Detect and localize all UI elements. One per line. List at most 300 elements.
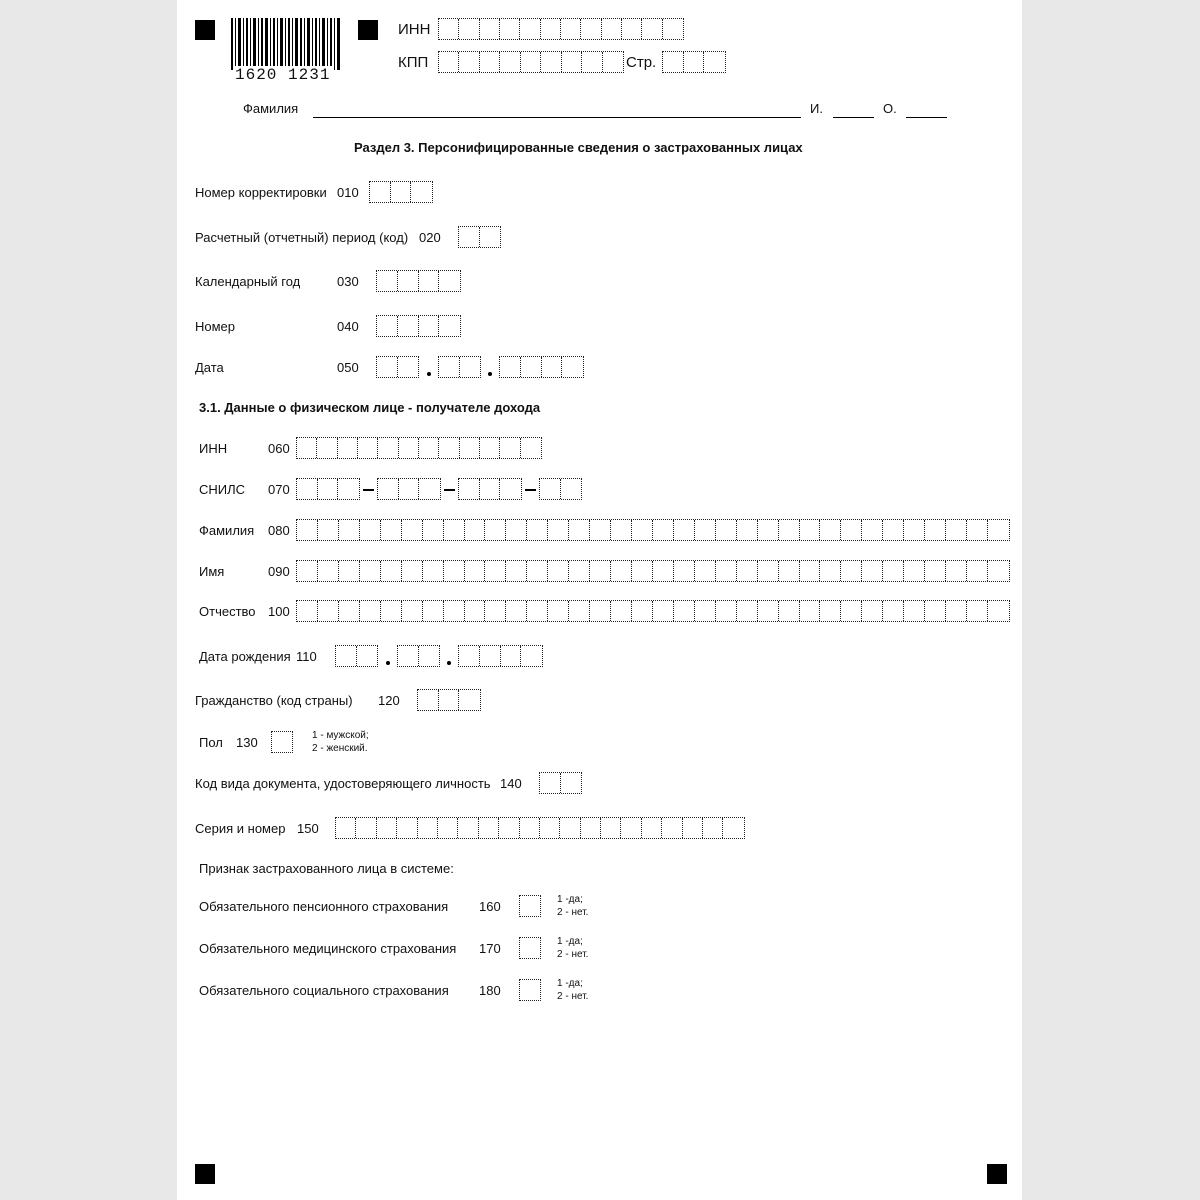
period-code-cells[interactable] <box>458 226 501 248</box>
snils-label: СНИЛС <box>199 482 246 497</box>
input-cell[interactable] <box>439 438 459 458</box>
input-cell[interactable] <box>716 561 737 581</box>
input-cell[interactable] <box>338 479 359 499</box>
input-cell[interactable] <box>439 316 460 336</box>
input-cell[interactable] <box>480 646 501 666</box>
correction-number-label: Номер корректировки <box>195 185 327 200</box>
document-type-label: Код вида документа, удостоверяющего личность <box>195 776 491 791</box>
input-cell[interactable] <box>737 601 758 621</box>
code-160: 160 <box>479 899 501 914</box>
input-cell[interactable] <box>967 601 988 621</box>
input-cell[interactable] <box>297 601 318 621</box>
input-cell[interactable] <box>904 601 925 621</box>
input-cell[interactable] <box>460 438 480 458</box>
input-cell[interactable] <box>506 601 527 621</box>
input-cell[interactable] <box>925 520 946 540</box>
input-cell[interactable] <box>562 357 583 377</box>
input-cell[interactable] <box>520 896 540 916</box>
input-cell[interactable] <box>520 818 540 838</box>
input-cell[interactable] <box>800 520 821 540</box>
last-name-cells[interactable] <box>296 519 1010 541</box>
period-code-label: Расчетный (отчетный) период (код) <box>195 230 409 245</box>
citizenship-label: Гражданство (код страны) <box>195 693 353 708</box>
input-cell[interactable] <box>480 227 501 247</box>
input-cell[interactable] <box>602 19 622 39</box>
snils-cells-4[interactable] <box>539 478 582 500</box>
input-cell[interactable] <box>336 818 356 838</box>
code-060: 060 <box>268 441 290 456</box>
date-year-cells[interactable] <box>499 356 584 378</box>
input-cell[interactable] <box>479 818 499 838</box>
corner-marker <box>987 1164 1007 1184</box>
input-cell[interactable] <box>542 357 563 377</box>
input-cell[interactable] <box>272 732 292 752</box>
input-cell[interactable] <box>540 773 561 793</box>
input-cell[interactable] <box>439 271 460 291</box>
input-cell[interactable] <box>820 520 841 540</box>
input-cell[interactable] <box>590 520 611 540</box>
input-cell[interactable] <box>611 520 632 540</box>
input-cell[interactable] <box>381 561 402 581</box>
input-cell[interactable] <box>674 561 695 581</box>
input-cell[interactable] <box>883 561 904 581</box>
input-cell[interactable] <box>318 520 339 540</box>
input-cell[interactable] <box>653 601 674 621</box>
surname-line[interactable] <box>313 117 801 118</box>
initial-o-line[interactable] <box>906 117 947 118</box>
input-cell[interactable] <box>391 182 412 202</box>
input-cell[interactable] <box>423 601 444 621</box>
code-010: 010 <box>337 185 359 200</box>
input-cell[interactable] <box>378 438 398 458</box>
input-cell[interactable] <box>621 818 641 838</box>
input-cell[interactable] <box>779 561 800 581</box>
social-insurance-label: Обязательного социального страхования <box>199 983 449 998</box>
pension-note-no: 2 - нет. <box>557 907 589 918</box>
last-name-label: Фамилия <box>199 523 255 538</box>
gender-note-male: 1 - мужской; <box>312 730 369 741</box>
input-cell[interactable] <box>560 818 580 838</box>
input-cell[interactable] <box>632 561 653 581</box>
input-cell[interactable] <box>377 818 397 838</box>
input-cell[interactable] <box>459 19 479 39</box>
series-number-cells[interactable] <box>335 817 745 839</box>
gender-cell[interactable] <box>271 731 293 753</box>
input-cell[interactable] <box>500 19 520 39</box>
input-cell[interactable] <box>480 438 500 458</box>
input-cell[interactable] <box>378 479 399 499</box>
medical-insurance-label: Обязательного медицинского страхования <box>199 941 457 956</box>
input-cell[interactable] <box>423 520 444 540</box>
input-cell[interactable] <box>663 19 683 39</box>
input-cell[interactable] <box>653 561 674 581</box>
input-cell[interactable] <box>399 479 420 499</box>
pension-insurance-label: Обязательного пенсионного страхования <box>199 899 449 914</box>
input-cell[interactable] <box>318 601 339 621</box>
input-cell[interactable] <box>820 561 841 581</box>
input-cell[interactable] <box>841 520 862 540</box>
first-name-label: Имя <box>199 564 225 579</box>
input-cell[interactable] <box>444 601 465 621</box>
input-cell[interactable] <box>480 19 500 39</box>
page-number-cells[interactable] <box>662 51 726 73</box>
input-cell[interactable] <box>459 479 480 499</box>
input-cell[interactable] <box>520 938 540 958</box>
input-cell[interactable] <box>318 479 339 499</box>
input-cell[interactable] <box>485 601 506 621</box>
input-cell[interactable] <box>695 561 716 581</box>
patronymic-cells[interactable] <box>296 600 1010 622</box>
calendar-year-label: Календарный год <box>195 274 301 289</box>
input-cell[interactable] <box>632 520 653 540</box>
form-page <box>177 0 1022 1200</box>
input-cell[interactable] <box>358 438 378 458</box>
date-month-cells[interactable] <box>438 356 481 378</box>
code-030: 030 <box>337 274 359 289</box>
input-cell[interactable] <box>716 520 737 540</box>
input-cell[interactable] <box>419 271 440 291</box>
input-cell[interactable] <box>925 561 946 581</box>
correction-number-cells[interactable] <box>369 181 433 203</box>
birth-year-cells[interactable] <box>458 645 543 667</box>
input-cell[interactable] <box>485 520 506 540</box>
corner-marker <box>195 20 215 40</box>
surname-label: Фамилия <box>243 101 299 116</box>
input-cell[interactable] <box>357 646 378 666</box>
input-cell[interactable] <box>527 561 548 581</box>
input-cell[interactable] <box>841 601 862 621</box>
input-cell[interactable] <box>674 601 695 621</box>
input-cell[interactable] <box>946 601 967 621</box>
snils-dash <box>525 489 536 491</box>
input-cell[interactable] <box>444 561 465 581</box>
input-cell[interactable] <box>684 52 705 72</box>
input-cell[interactable] <box>465 561 486 581</box>
input-cell[interactable] <box>541 19 561 39</box>
input-cell[interactable] <box>581 19 601 39</box>
date-separator <box>386 661 390 665</box>
document-type-cells[interactable] <box>539 772 582 794</box>
input-cell[interactable] <box>653 520 674 540</box>
input-cell[interactable] <box>521 438 541 458</box>
input-cell[interactable] <box>438 818 458 838</box>
input-cell[interactable] <box>527 601 548 621</box>
input-cell[interactable] <box>360 601 381 621</box>
input-cell[interactable] <box>520 19 540 39</box>
input-cell[interactable] <box>548 520 569 540</box>
person-inn-cells[interactable] <box>296 437 542 459</box>
snils-cells-2[interactable] <box>377 478 441 500</box>
snils-cells-1[interactable] <box>296 478 360 500</box>
input-cell[interactable] <box>561 479 582 499</box>
input-cell[interactable] <box>582 52 602 72</box>
pension-insurance-cell[interactable] <box>519 895 541 917</box>
initial-i-label: И. <box>810 101 823 116</box>
input-cell[interactable] <box>642 19 662 39</box>
input-cell[interactable] <box>500 357 521 377</box>
input-cell[interactable] <box>988 601 1009 621</box>
input-cell[interactable] <box>520 980 540 1000</box>
input-cell[interactable] <box>459 646 480 666</box>
social-note-yes: 1 -да; <box>557 978 583 989</box>
date-separator <box>488 372 492 376</box>
number-label: Номер <box>195 319 236 334</box>
input-cell[interactable] <box>439 52 459 72</box>
input-cell[interactable] <box>925 601 946 621</box>
input-cell[interactable] <box>703 818 723 838</box>
medical-note-yes: 1 -да; <box>557 936 583 947</box>
input-cell[interactable] <box>704 52 725 72</box>
input-cell[interactable] <box>381 601 402 621</box>
date-label: Дата <box>195 360 224 375</box>
input-cell[interactable] <box>419 438 439 458</box>
input-cell[interactable] <box>356 818 376 838</box>
input-cell[interactable] <box>521 646 542 666</box>
input-cell[interactable] <box>540 818 560 838</box>
calendar-year-cells[interactable] <box>376 270 461 292</box>
input-cell[interactable] <box>499 818 519 838</box>
input-cell[interactable] <box>419 646 440 666</box>
input-cell[interactable] <box>297 561 318 581</box>
code-020: 020 <box>419 230 441 245</box>
first-name-cells[interactable] <box>296 560 1010 582</box>
gender-note-female: 2 - женский. <box>312 743 368 754</box>
pension-note-yes: 1 -да; <box>557 894 583 905</box>
input-cell[interactable] <box>485 561 506 581</box>
input-cell[interactable] <box>297 438 317 458</box>
barcode-number: 1620 1231 <box>235 66 331 84</box>
corner-marker <box>358 20 378 40</box>
input-cell[interactable] <box>541 52 561 72</box>
input-cell[interactable] <box>800 561 821 581</box>
input-cell[interactable] <box>603 52 623 72</box>
input-cell[interactable] <box>339 601 360 621</box>
input-cell[interactable] <box>632 601 653 621</box>
input-cell[interactable] <box>561 19 581 39</box>
input-cell[interactable] <box>611 561 632 581</box>
input-cell[interactable] <box>297 479 318 499</box>
input-cell[interactable] <box>439 19 459 39</box>
input-cell[interactable] <box>862 561 883 581</box>
input-cell[interactable] <box>548 561 569 581</box>
input-cell[interactable] <box>480 479 501 499</box>
input-cell[interactable] <box>402 520 423 540</box>
input-cell[interactable] <box>622 19 642 39</box>
input-cell[interactable] <box>548 601 569 621</box>
input-cell[interactable] <box>779 520 800 540</box>
code-100: 100 <box>268 604 290 619</box>
input-cell[interactable] <box>946 520 967 540</box>
header-inn-cells[interactable] <box>438 18 684 40</box>
medical-insurance-cell[interactable] <box>519 937 541 959</box>
header-kpp-cells[interactable] <box>438 51 624 73</box>
input-cell[interactable] <box>988 561 1009 581</box>
birth-day-cells[interactable] <box>335 645 378 667</box>
input-cell[interactable] <box>501 646 522 666</box>
inn-label: ИНН <box>398 21 431 38</box>
input-cell[interactable] <box>423 561 444 581</box>
input-cell[interactable] <box>737 561 758 581</box>
input-cell[interactable] <box>459 52 479 72</box>
input-cell[interactable] <box>723 818 743 838</box>
code-090: 090 <box>268 564 290 579</box>
input-cell[interactable] <box>444 520 465 540</box>
code-130: 130 <box>236 735 258 750</box>
input-cell[interactable] <box>904 561 925 581</box>
input-cell[interactable] <box>904 520 925 540</box>
input-cell[interactable] <box>758 601 779 621</box>
input-cell[interactable] <box>883 520 904 540</box>
input-cell[interactable] <box>360 561 381 581</box>
code-110: 110 <box>296 649 317 664</box>
input-cell[interactable] <box>562 52 582 72</box>
input-cell[interactable] <box>377 271 398 291</box>
input-cell[interactable] <box>398 357 419 377</box>
number-cells[interactable] <box>376 315 461 337</box>
input-cell[interactable] <box>465 520 486 540</box>
input-cell[interactable] <box>590 601 611 621</box>
input-cell[interactable] <box>662 818 682 838</box>
input-cell[interactable] <box>683 818 703 838</box>
social-insurance-cell[interactable] <box>519 979 541 1001</box>
input-cell[interactable] <box>663 52 684 72</box>
input-cell[interactable] <box>500 52 520 72</box>
initial-o-label: О. <box>883 101 897 116</box>
input-cell[interactable] <box>967 520 988 540</box>
input-cell[interactable] <box>377 357 398 377</box>
input-cell[interactable] <box>458 818 478 838</box>
input-cell[interactable] <box>527 520 548 540</box>
input-cell[interactable] <box>381 520 402 540</box>
code-120: 120 <box>378 693 400 708</box>
input-cell[interactable] <box>506 520 527 540</box>
input-cell[interactable] <box>339 561 360 581</box>
input-cell[interactable] <box>569 520 590 540</box>
input-cell[interactable] <box>297 520 318 540</box>
input-cell[interactable] <box>716 601 737 621</box>
input-cell[interactable] <box>581 818 601 838</box>
input-cell[interactable] <box>601 818 621 838</box>
input-cell[interactable] <box>758 520 779 540</box>
input-cell[interactable] <box>695 520 716 540</box>
input-cell[interactable] <box>480 52 500 72</box>
input-cell[interactable] <box>419 316 440 336</box>
input-cell[interactable] <box>988 520 1009 540</box>
page-number-label: Стр. <box>626 54 657 71</box>
section-title: Раздел 3. Персонифицированные сведения о застрахованных лицах <box>354 140 803 155</box>
birth-date-label: Дата рождения <box>199 649 291 664</box>
input-cell[interactable] <box>521 357 542 377</box>
input-cell[interactable] <box>402 561 423 581</box>
initial-i-line[interactable] <box>833 117 874 118</box>
medical-note-no: 2 - нет. <box>557 949 589 960</box>
input-cell[interactable] <box>459 690 480 710</box>
input-cell[interactable] <box>370 182 391 202</box>
input-cell[interactable] <box>611 601 632 621</box>
input-cell[interactable] <box>540 479 561 499</box>
patronymic-label: Отчество <box>199 604 256 619</box>
subsection-title: 3.1. Данные о физическом лице - получателе дохода <box>199 400 541 415</box>
input-cell[interactable] <box>419 479 440 499</box>
birth-month-cells[interactable] <box>397 645 440 667</box>
series-number-label: Серия и номер <box>195 821 286 836</box>
input-cell[interactable] <box>800 601 821 621</box>
input-cell[interactable] <box>402 601 423 621</box>
input-cell[interactable] <box>506 561 527 581</box>
code-070: 070 <box>268 482 290 497</box>
date-separator <box>447 661 451 665</box>
input-cell[interactable] <box>737 520 758 540</box>
input-cell[interactable] <box>411 182 432 202</box>
code-150: 150 <box>297 821 319 836</box>
input-cell[interactable] <box>398 316 419 336</box>
input-cell[interactable] <box>397 818 417 838</box>
input-cell[interactable] <box>377 316 398 336</box>
input-cell[interactable] <box>439 357 460 377</box>
input-cell[interactable] <box>317 438 337 458</box>
input-cell[interactable] <box>590 561 611 581</box>
code-140: 140 <box>500 776 522 791</box>
input-cell[interactable] <box>883 601 904 621</box>
input-cell[interactable] <box>695 601 716 621</box>
date-day-cells[interactable] <box>376 356 419 378</box>
date-separator <box>427 372 431 376</box>
snils-cells-3[interactable] <box>458 478 522 500</box>
input-cell[interactable] <box>460 357 481 377</box>
input-cell[interactable] <box>500 479 521 499</box>
code-040: 040 <box>337 319 359 334</box>
code-080: 080 <box>268 523 290 538</box>
snils-dash <box>444 489 455 491</box>
input-cell[interactable] <box>521 52 541 72</box>
input-cell[interactable] <box>418 690 439 710</box>
citizenship-cells[interactable] <box>417 689 481 711</box>
input-cell[interactable] <box>360 520 381 540</box>
input-cell[interactable] <box>338 438 358 458</box>
input-cell[interactable] <box>569 601 590 621</box>
input-cell[interactable] <box>399 438 419 458</box>
input-cell[interactable] <box>561 773 582 793</box>
input-cell[interactable] <box>318 561 339 581</box>
input-cell[interactable] <box>465 601 486 621</box>
input-cell[interactable] <box>862 520 883 540</box>
input-cell[interactable] <box>674 520 695 540</box>
input-cell[interactable] <box>336 646 357 666</box>
input-cell[interactable] <box>439 690 460 710</box>
social-note-no: 2 - нет. <box>557 991 589 1002</box>
input-cell[interactable] <box>459 227 480 247</box>
input-cell[interactable] <box>642 818 662 838</box>
input-cell[interactable] <box>339 520 360 540</box>
input-cell[interactable] <box>398 646 419 666</box>
input-cell[interactable] <box>967 561 988 581</box>
input-cell[interactable] <box>398 271 419 291</box>
barcode <box>231 18 343 84</box>
snils-dash <box>363 489 374 491</box>
input-cell[interactable] <box>500 438 520 458</box>
input-cell[interactable] <box>820 601 841 621</box>
input-cell[interactable] <box>418 818 438 838</box>
input-cell[interactable] <box>569 561 590 581</box>
code-050: 050 <box>337 360 359 375</box>
kpp-label: КПП <box>398 54 429 71</box>
input-cell[interactable] <box>841 561 862 581</box>
barcode-icon <box>231 18 343 70</box>
input-cell[interactable] <box>862 601 883 621</box>
input-cell[interactable] <box>946 561 967 581</box>
input-cell[interactable] <box>758 561 779 581</box>
input-cell[interactable] <box>779 601 800 621</box>
